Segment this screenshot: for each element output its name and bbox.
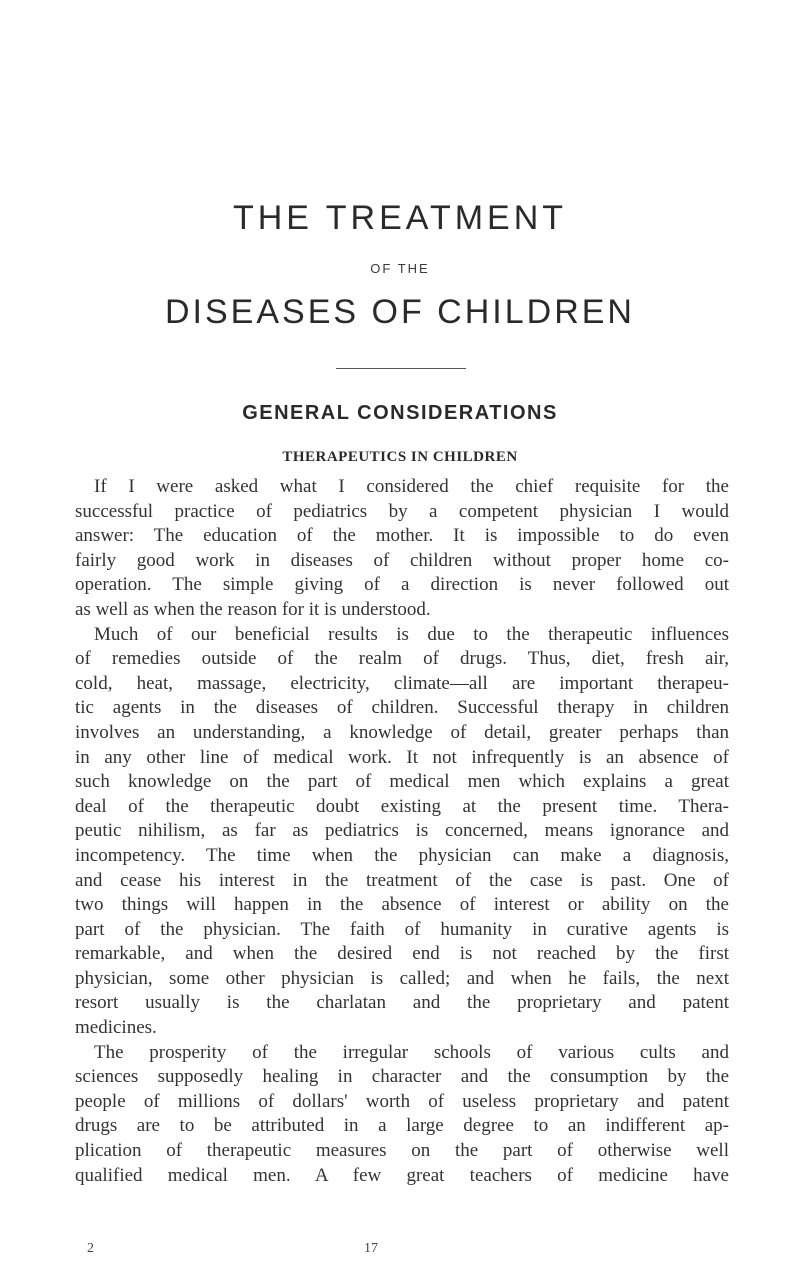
section-subheading: THERAPEUTICS IN CHILDREN [282,449,518,465]
title-rule-divider [336,368,466,369]
text-line: people of millions of dollars' worth of useless proprietary and patent [75,1090,729,1112]
text-line: fairly good work in diseases of children without proper home co- [75,549,729,571]
text-line: The prosperity of the irregular schools of various cults and [94,1041,729,1063]
title-connector: OF THE [370,261,430,276]
page-number: 17 [364,1241,378,1256]
text-line: successful practice of pediatrics by a competent physician I would [75,500,729,522]
text-line: Much of our beneficial results is due to the therapeutic influences [94,623,729,645]
text-line: of remedies outside of the realm of drugs. Thus, diet, fresh air, [75,648,729,670]
text-line: answer: The education of the mother. It is impossible to do even [75,525,729,547]
text-line: tic agents in the diseases of children. Successful therapy in children [75,697,729,719]
text-line: medicines. [75,1017,157,1039]
text-line: sciences supposedly healing in character and the consumption by the [75,1066,729,1088]
text-line: deal of the therapeutic doubt existing at the present time. Thera- [75,795,729,817]
text-line: and cease his interest in the treatment of the case is past. One of [75,869,729,891]
text-line: peutic nihilism, as far as pediatrics is concerned, means ignorance and [75,820,729,842]
text-line: If I were asked what I considered the chief requisite for the [94,476,729,497]
text-line: involves an understanding, a knowledge of detail, greater perhaps than [75,721,729,743]
text-line: such knowledge on the part of medical men which explains a great [75,771,729,793]
text-line: plication of therapeutic measures on the part of otherwise well [75,1140,729,1162]
page-subtitle: DISEASES OF CHILDREN [165,293,635,331]
text-line: resort usually is the charlatan and the proprietary and patent [75,992,729,1014]
text-line: part of the physician. The faith of humanity in curative agents is [75,918,729,940]
text-line: two things will happen in the absence of interest or ability on the [75,894,729,916]
text-line: remarkable, and when the desired end is not reached by the first [75,943,729,965]
text-line: incompetency. The time when the physician can make a diagnosis, [75,844,729,866]
text-line: as well as when the reason for it is understood. [75,598,431,620]
body-text [75,475,729,1188]
text-line: physician, some other physician is called; and when he fails, the next [75,967,729,989]
signature-mark: 2 [87,1241,94,1256]
page-title: THE TREATMENT [232,199,568,237]
section-heading: GENERAL CONSIDERATIONS [242,402,558,424]
text-line: cold, heat, massage, electricity, climate—all are important therapeu- [75,672,729,694]
text-line: in any other line of medical work. It not infrequently is an absence of [75,746,729,768]
text-line: qualified medical men. A few great teachers of medicine have [75,1164,729,1186]
text-line: drugs are to be attributed in a large degree to an indifferent ap- [75,1115,729,1137]
text-line: operation. The simple giving of a direction is never followed out [75,574,729,596]
